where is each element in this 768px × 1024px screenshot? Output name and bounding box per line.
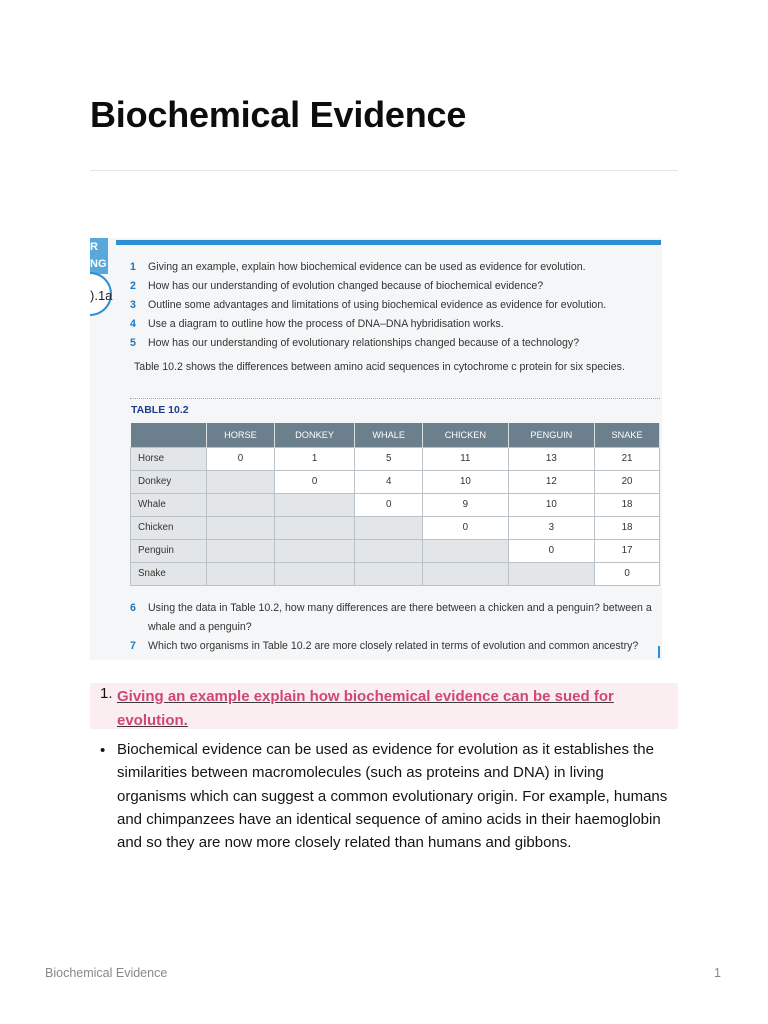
question-number: 1	[130, 261, 136, 273]
question-text: Outline some advantages and limitations of using biochemical evidence as evidence for evolution.	[148, 299, 607, 311]
table-label: TABLE 10.2	[131, 404, 189, 416]
side-tab-line-1: R	[90, 241, 98, 253]
table-cell	[423, 539, 508, 562]
table-row	[131, 447, 660, 470]
table-cell: 9	[423, 493, 508, 516]
row-species-label: Penguin	[131, 539, 207, 562]
side-tab-line-2: NG	[90, 258, 107, 270]
table-cell: 4	[355, 470, 423, 493]
column-header: DONKEY	[274, 423, 354, 447]
question-text: Which two organisms in Table 10.2 are more closely related in terms of evolution and common ancestry?	[148, 640, 639, 652]
table-corner-cell	[131, 423, 207, 447]
question-number: 2	[130, 280, 136, 292]
review-question	[130, 296, 660, 315]
question-text: Using the data in Table 10.2, how many differences are there between a chicken and a penguin? between a whale and a penguin?	[148, 602, 652, 633]
row-species-label: Whale	[131, 493, 207, 516]
table-cell: 18	[595, 516, 660, 539]
question-number: 4	[130, 318, 136, 330]
table-cell	[355, 562, 423, 585]
table-row	[131, 562, 660, 585]
page-number: 1	[714, 966, 721, 980]
row-species-label: Snake	[131, 562, 207, 585]
question-highlight	[90, 683, 678, 729]
table-row	[131, 539, 660, 562]
table-cell	[355, 516, 423, 539]
table-body	[131, 447, 660, 585]
textbook-excerpt-image	[90, 238, 662, 660]
question-number: 6	[130, 602, 136, 614]
table-cell: 10	[423, 470, 508, 493]
question-text: How has our understanding of evolution changed because of biochemical evidence?	[148, 280, 544, 292]
table-cell: 18	[595, 493, 660, 516]
page-title: Biochemical Evidence	[90, 94, 467, 135]
table-cell: 11	[423, 447, 508, 470]
table-cell: 3	[508, 516, 594, 539]
column-header: PENGUIN	[508, 423, 594, 447]
table-cell	[207, 562, 275, 585]
review-questions	[130, 258, 660, 353]
table-row	[131, 516, 660, 539]
table-cell: 20	[595, 470, 660, 493]
column-header: SNAKE	[595, 423, 660, 447]
activity-code: ).1a	[90, 288, 113, 303]
table-cell	[207, 516, 275, 539]
table-cell: 21	[595, 447, 660, 470]
table-cell	[207, 493, 275, 516]
question-heading: Giving an example explain how biochemical evidence can be sued for evolution.	[117, 688, 614, 729]
table-intro: Table 10.2 shows the differences between amino acid sequences in cytochrome c protein for six species.	[134, 361, 625, 373]
question-number: 3	[130, 299, 136, 311]
table-cell	[207, 470, 275, 493]
question-text: Use a diagram to outline how the process of DNA–DNA hybridisation works.	[148, 318, 504, 330]
table-cell: 0	[274, 470, 354, 493]
question-list-number: 1.	[100, 685, 113, 702]
table-cell	[274, 562, 354, 585]
excerpt-top-bar	[116, 240, 661, 245]
corner-mark	[658, 646, 660, 658]
table-cell: 0	[355, 493, 423, 516]
review-question	[130, 599, 660, 637]
table-cell: 1	[274, 447, 354, 470]
table-cell	[274, 493, 354, 516]
question-text: Giving an example, explain how biochemical evidence can be used as evidence for evolution.	[148, 261, 586, 273]
question-text: How has our understanding of evolutionary relationships changed because of a technology?	[148, 337, 580, 349]
table-cell	[508, 562, 594, 585]
table-cell	[274, 516, 354, 539]
table-cell: 17	[595, 539, 660, 562]
row-species-label: Donkey	[131, 470, 207, 493]
table-cell: 10	[508, 493, 594, 516]
title-divider	[90, 170, 678, 171]
table-cell: 13	[508, 447, 594, 470]
question-number: 7	[130, 640, 136, 652]
column-header: WHALE	[355, 423, 423, 447]
table-cell	[423, 562, 508, 585]
answer-text: Biochemical evidence can be used as evidence for evolution as it establishes the similarities between macromolecules (such as proteins and DNA) in living organisms which can suggest a common evolutionary origin. For example, humans and chimpanzees have an identical sequence of amino acids in their haemoglobin and so they are now more closely related than humans and gibbons.	[117, 741, 668, 852]
table-cell: 0	[595, 562, 660, 585]
row-species-label: Horse	[131, 447, 207, 470]
column-header: HORSE	[207, 423, 275, 447]
review-question	[130, 277, 660, 296]
question-number: 5	[130, 337, 136, 349]
follow-up-questions	[130, 599, 660, 656]
row-species-label: Chicken	[131, 516, 207, 539]
cytochrome-c-table	[130, 423, 660, 586]
footer-title: Biochemical Evidence	[45, 966, 168, 980]
table-cell	[274, 539, 354, 562]
table-row	[131, 470, 660, 493]
dotted-divider	[130, 398, 660, 399]
review-question	[130, 258, 660, 277]
column-header: CHICKEN	[423, 423, 508, 447]
table-cell	[207, 539, 275, 562]
review-question	[130, 315, 660, 334]
table-cell: 0	[207, 447, 275, 470]
table-cell: 12	[508, 470, 594, 493]
review-question	[130, 637, 660, 656]
table-header-row	[131, 423, 660, 447]
answer-bullet: •	[100, 742, 106, 759]
table-cell: 0	[508, 539, 594, 562]
table-cell	[355, 539, 423, 562]
table-row	[131, 493, 660, 516]
review-question	[130, 334, 660, 353]
table-cell: 0	[423, 516, 508, 539]
table-cell: 5	[355, 447, 423, 470]
